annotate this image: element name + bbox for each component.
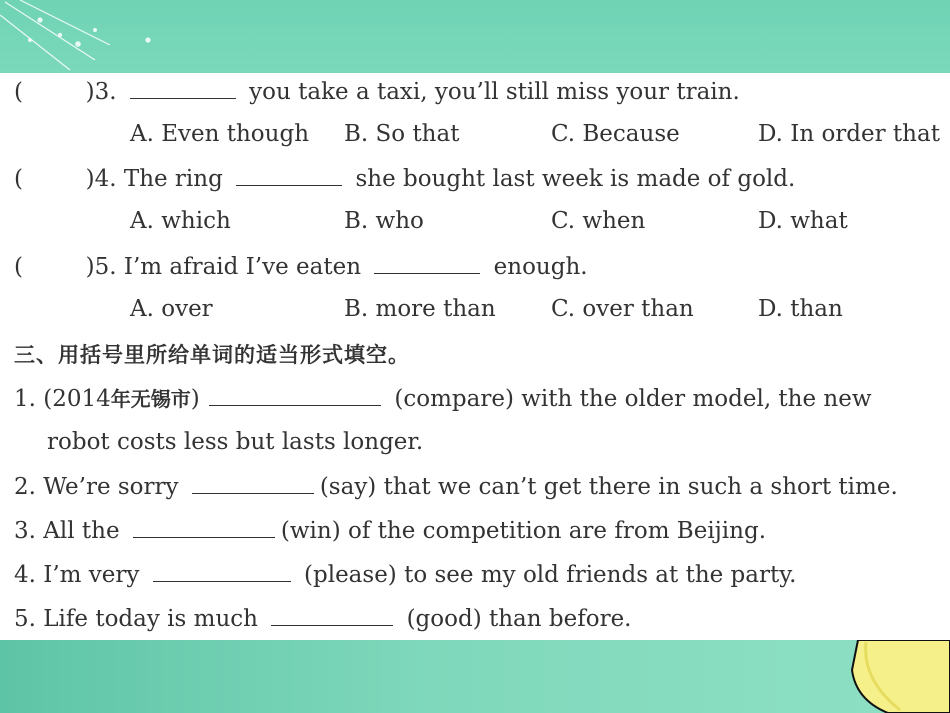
- option-b[interactable]: B. So that: [344, 121, 460, 147]
- option-c[interactable]: C. when: [551, 208, 646, 234]
- answer-paren-open: (: [14, 79, 23, 105]
- option-a[interactable]: A. which: [130, 208, 231, 234]
- question-4: [14, 163, 944, 193]
- answer-blank[interactable]: [133, 515, 275, 538]
- options-q3: [0, 119, 950, 149]
- question-text-before: I’m afraid I’ve eaten: [123, 254, 362, 280]
- item-text-after: with the older model, the new: [521, 386, 872, 412]
- fill-item-3: [14, 515, 950, 545]
- hint-word: (please): [304, 562, 397, 588]
- yellow-decoration-icon: [848, 640, 950, 713]
- option-c[interactable]: C. Because: [551, 121, 680, 147]
- question-text-after: enough.: [493, 254, 588, 280]
- answer-blank[interactable]: [209, 383, 381, 406]
- answer-paren-close: ): [85, 254, 95, 280]
- answer-blank[interactable]: [153, 559, 291, 582]
- question-text-after: you take a taxi, you’ll still miss your train.: [249, 79, 740, 105]
- bottom-decorative-band: [0, 640, 950, 713]
- item-number: 5.: [14, 606, 36, 632]
- option-c[interactable]: C. over than: [551, 296, 694, 322]
- option-d[interactable]: D. what: [758, 208, 848, 234]
- question-number: 3.: [94, 79, 117, 105]
- item-text-before: We’re sorry: [43, 474, 179, 500]
- question-number: 4.: [94, 166, 117, 192]
- top-decorative-band: [0, 0, 950, 73]
- item-number: 3.: [14, 518, 36, 544]
- sparkle-decoration-icon: [0, 0, 160, 73]
- hint-word: (compare): [394, 386, 514, 412]
- item-text-after: to see my old friends at the party.: [404, 562, 797, 588]
- item-text-before: All the: [43, 518, 120, 544]
- source-close: ): [190, 386, 200, 412]
- question-number: 5.: [94, 254, 117, 280]
- section-title: 三、用括号里所给单词的适当形式填空。: [14, 343, 410, 367]
- option-d[interactable]: D. In order that: [758, 121, 940, 147]
- item-text-after: of the competition are from Beijing.: [348, 518, 767, 544]
- source-prefix: (2014: [43, 386, 111, 412]
- option-b[interactable]: B. who: [344, 208, 424, 234]
- answer-paren-close: ): [85, 79, 95, 105]
- item-text-before: Life today is much: [43, 606, 258, 632]
- fill-item-4: [14, 559, 950, 589]
- answer-blank[interactable]: [130, 76, 236, 99]
- option-a[interactable]: A. over: [130, 296, 213, 322]
- item-text-before: I’m very: [43, 562, 140, 588]
- option-a[interactable]: A. Even though: [130, 121, 310, 147]
- question-3: [14, 76, 944, 106]
- question-text-before: The ring: [123, 166, 223, 192]
- hint-word: (win): [280, 518, 341, 544]
- answer-blank[interactable]: [192, 471, 314, 494]
- answer-paren-open: (: [14, 254, 23, 280]
- options-q5: [0, 294, 950, 324]
- fill-item-1-continued: robot costs less but lasts longer.: [47, 429, 424, 455]
- answer-blank[interactable]: [271, 603, 393, 626]
- item-text-after: than before.: [488, 606, 632, 632]
- options-q4: [0, 206, 950, 236]
- item-number: 1.: [14, 386, 36, 412]
- source-city: 年无锡市: [110, 387, 191, 411]
- fill-item-5: [14, 603, 950, 633]
- answer-blank[interactable]: [374, 251, 480, 274]
- fill-item-2: [14, 471, 950, 501]
- item-number: 4.: [14, 562, 36, 588]
- hint-word: (good): [406, 606, 482, 632]
- hint-word: (say): [319, 474, 377, 500]
- item-text-after: that we can’t get there in such a short time.: [383, 474, 898, 500]
- worksheet-page: [0, 73, 950, 640]
- answer-paren-open: (: [14, 166, 23, 192]
- option-d[interactable]: D. than: [758, 296, 843, 322]
- item-number: 2.: [14, 474, 36, 500]
- question-5: [14, 251, 944, 281]
- fill-item-1: [14, 383, 950, 413]
- answer-blank[interactable]: [236, 163, 342, 186]
- answer-paren-close: ): [85, 166, 95, 192]
- question-text-after: she bought last week is made of gold.: [355, 166, 796, 192]
- option-b[interactable]: B. more than: [344, 296, 496, 322]
